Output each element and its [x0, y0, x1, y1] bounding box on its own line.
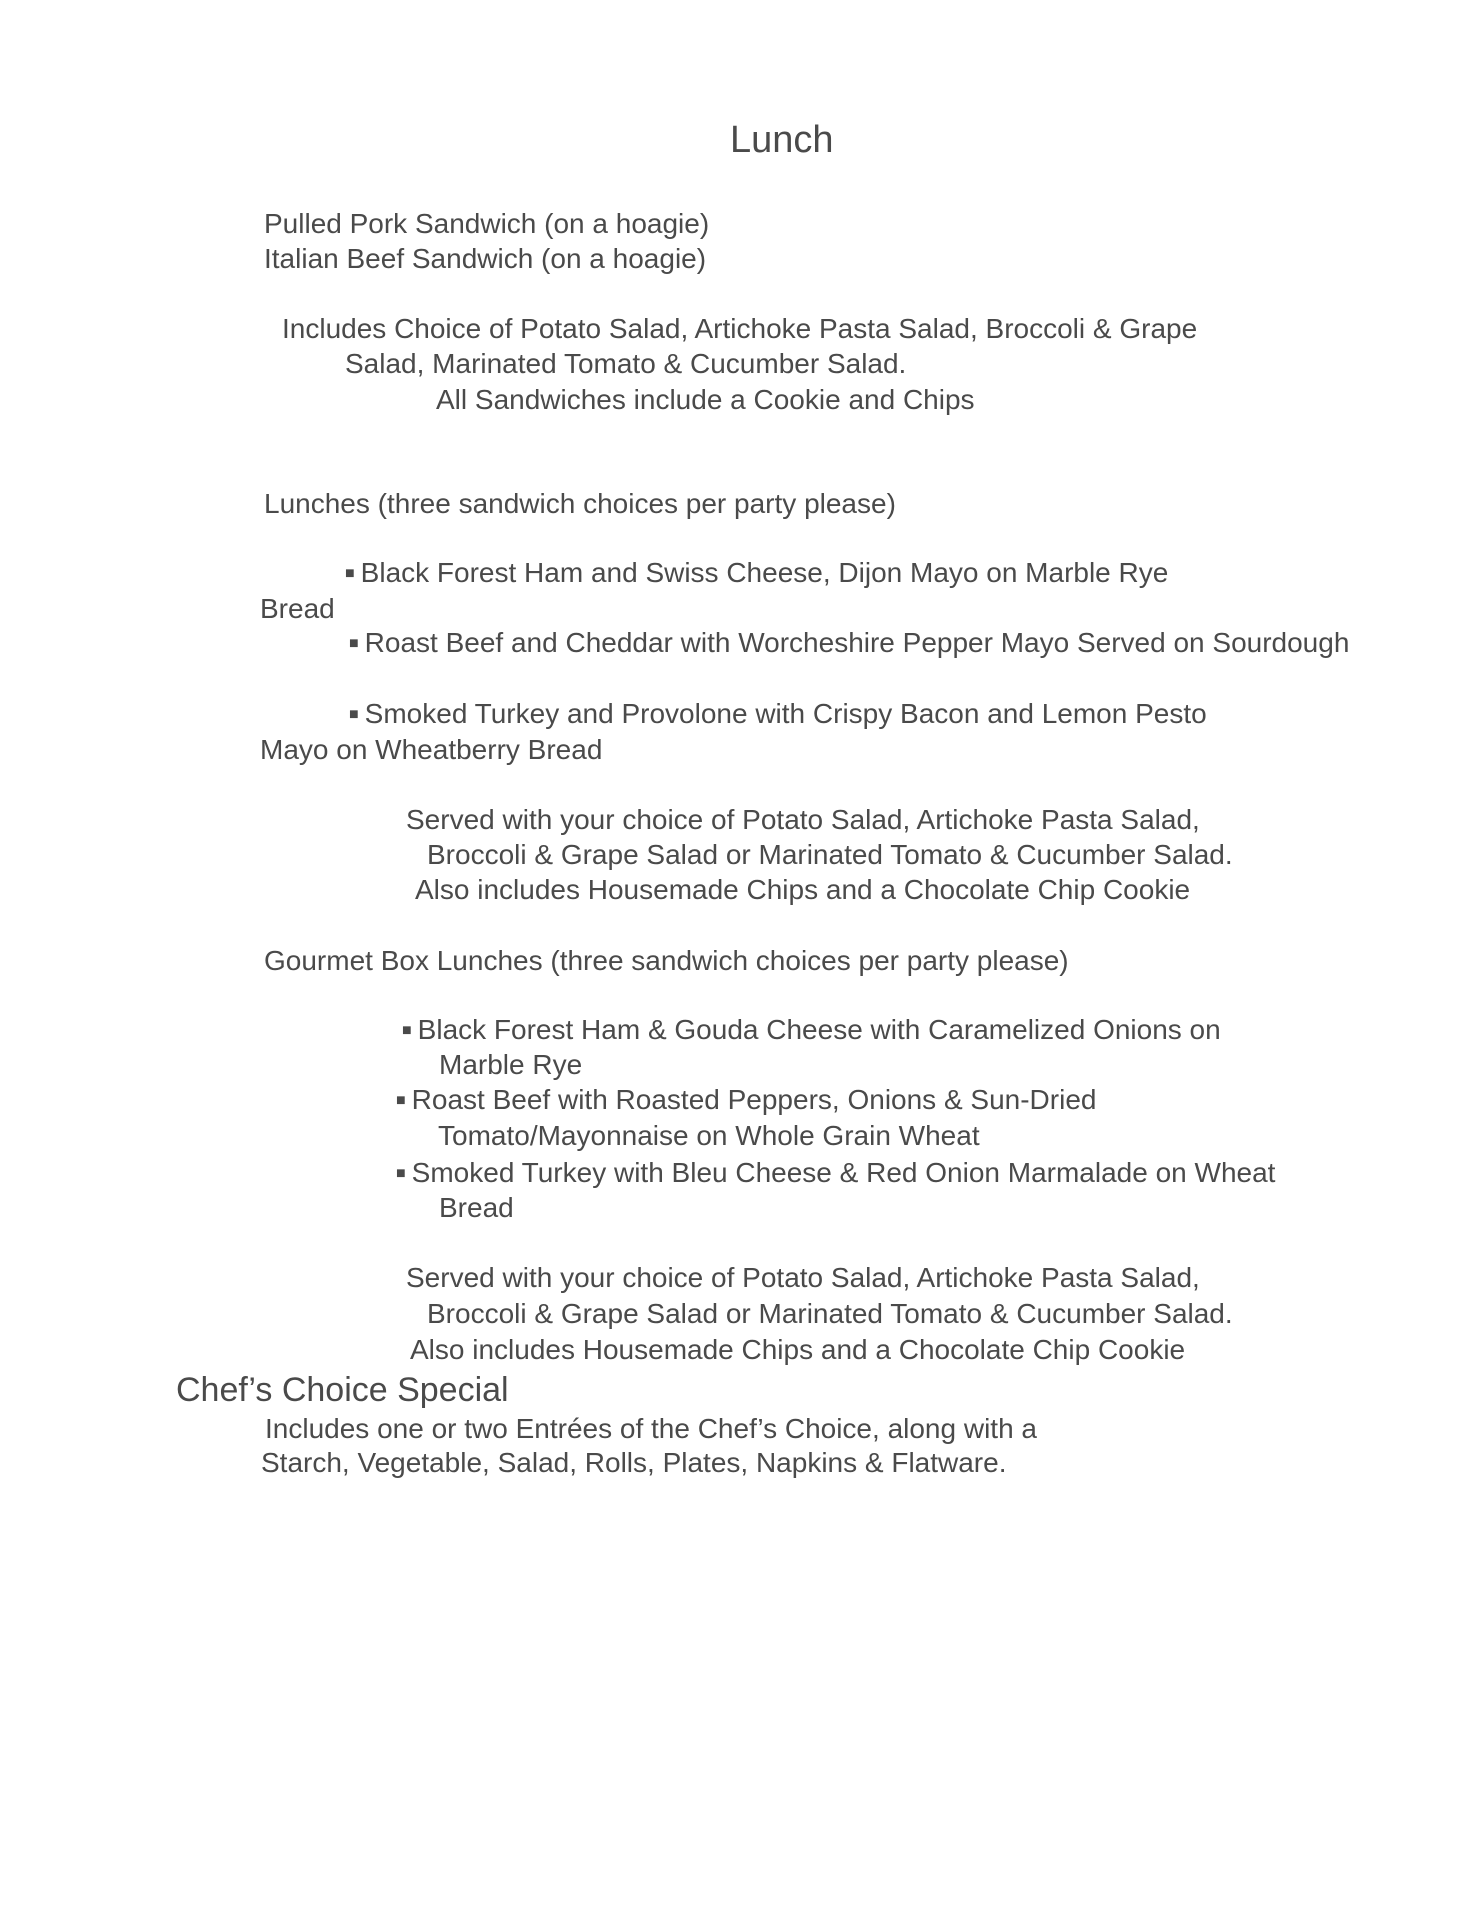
- bullet-icon: ■: [402, 1022, 412, 1039]
- lunches-served-line: Broccoli & Grape Salad or Marinated Tomato & Cucumber Salad.: [427, 839, 1233, 870]
- gourmet-item-line: Bread: [439, 1192, 514, 1223]
- hoagie-item: Pulled Pork Sandwich (on a hoagie): [264, 208, 710, 239]
- bullet-icon: ■: [396, 1092, 406, 1109]
- hoagie-includes-line: Includes Choice of Potato Salad, Artichoke Pasta Salad, Broccoli & Grape: [282, 313, 1198, 344]
- lunches-item-line: ■ Roast Beef and Cheddar with Worcheshire Pepper Mayo Served on Sourdough: [349, 627, 1350, 658]
- gourmet-item-line: ■ Roast Beef with Roasted Peppers, Onions & Sun-Dried: [396, 1084, 1097, 1115]
- hoagie-item: Italian Beef Sandwich (on a hoagie): [264, 243, 707, 274]
- lunches-heading: Lunches (three sandwich choices per party please): [264, 488, 896, 519]
- hoagie-includes-line: Salad, Marinated Tomato & Cucumber Salad.: [345, 348, 907, 379]
- gourmet-served-line: Broccoli & Grape Salad or Marinated Tomato & Cucumber Salad.: [427, 1298, 1233, 1329]
- lunches-item-line: Bread: [260, 593, 335, 624]
- chefs-choice-line: Starch, Vegetable, Salad, Rolls, Plates, Napkins & Flatware.: [261, 1447, 1007, 1478]
- lunches-served-line: Served with your choice of Potato Salad, Artichoke Pasta Salad,: [406, 804, 1200, 835]
- gourmet-item-line: Tomato/Mayonnaise on Whole Grain Wheat: [438, 1120, 980, 1151]
- bullet-icon: ■: [349, 706, 359, 723]
- page-title: Lunch: [730, 119, 834, 161]
- gourmet-item-line: Marble Rye: [439, 1049, 583, 1080]
- gourmet-served-line: Also includes Housemade Chips and a Chocolate Chip Cookie: [410, 1334, 1186, 1365]
- lunches-served-line: Also includes Housemade Chips and a Chocolate Chip Cookie: [415, 874, 1191, 905]
- chefs-choice-line: Includes one or two Entrées of the Chef’s Choice, along with a: [265, 1413, 1037, 1444]
- bullet-icon: ■: [396, 1165, 406, 1182]
- hoagie-includes-line: All Sandwiches include a Cookie and Chips: [436, 384, 975, 415]
- lunches-item-line: ■ Black Forest Ham and Swiss Cheese, Dijon Mayo on Marble Rye: [345, 557, 1169, 588]
- gourmet-item-line: ■ Black Forest Ham & Gouda Cheese with Caramelized Onions on: [402, 1014, 1221, 1045]
- bullet-icon: ■: [349, 635, 359, 652]
- gourmet-heading: Gourmet Box Lunches (three sandwich choices per party please): [264, 945, 1069, 976]
- bullet-icon: ■: [345, 565, 355, 582]
- gourmet-item-line: ■ Smoked Turkey with Bleu Cheese & Red Onion Marmalade on Wheat: [396, 1157, 1276, 1188]
- chefs-choice-heading: Chef’s Choice Special: [176, 1371, 509, 1409]
- gourmet-served-line: Served with your choice of Potato Salad, Artichoke Pasta Salad,: [406, 1262, 1200, 1293]
- lunches-item-line: Mayo on Wheatberry Bread: [260, 734, 603, 765]
- lunches-item-line: ■ Smoked Turkey and Provolone with Crispy Bacon and Lemon Pesto: [349, 698, 1207, 729]
